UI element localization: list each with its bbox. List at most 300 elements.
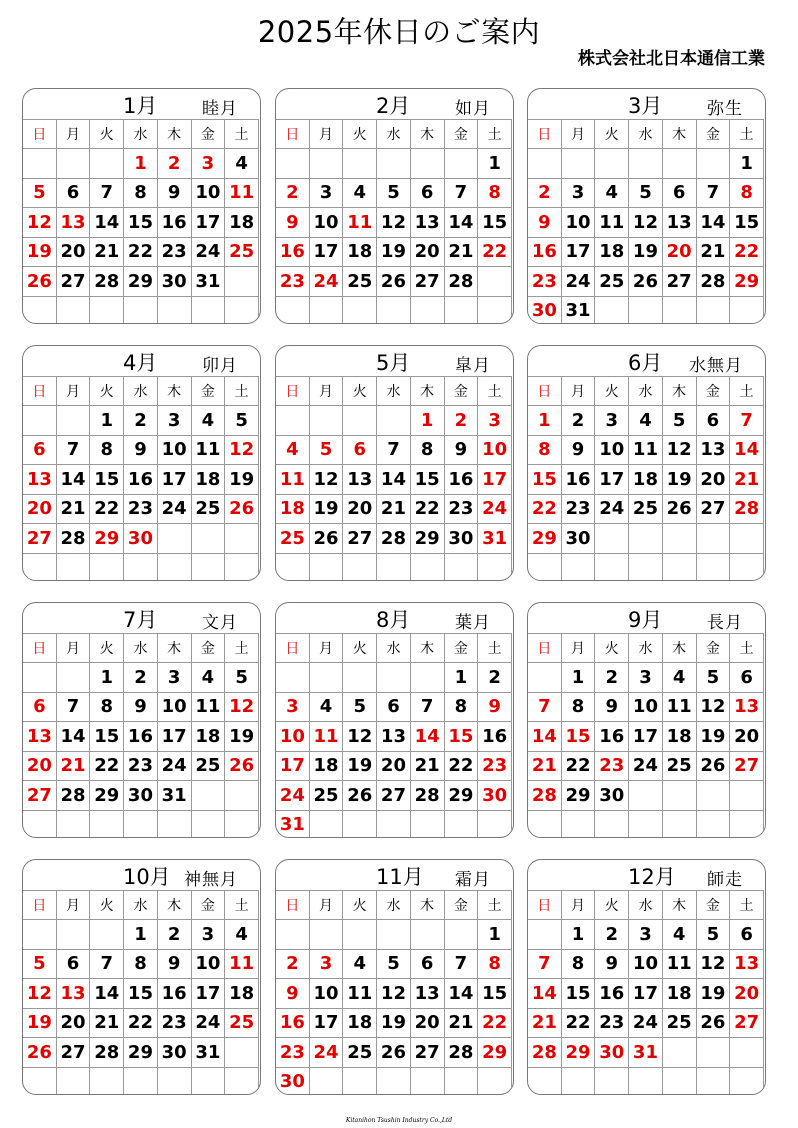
day-cell: 24 xyxy=(309,1038,343,1068)
day-cell: 23 xyxy=(276,1038,310,1068)
day-table xyxy=(22,633,259,838)
week-row xyxy=(23,781,259,811)
weekday-header: 日 xyxy=(528,891,562,920)
day-cell: 30 xyxy=(157,1038,191,1068)
day-cell: 31 xyxy=(157,781,191,811)
empty-cell xyxy=(629,781,663,811)
day-cell: 6 xyxy=(662,178,696,208)
month-header xyxy=(23,346,260,376)
day-table xyxy=(527,119,764,324)
day-cell: 4 xyxy=(191,406,225,436)
day-cell: 1 xyxy=(478,149,512,179)
weekday-header: 木 xyxy=(410,634,444,663)
empty-cell xyxy=(377,406,411,436)
day-cell: 8 xyxy=(478,178,512,208)
day-cell: 31 xyxy=(478,524,512,554)
month-10 xyxy=(22,859,261,1095)
week-row xyxy=(276,692,512,722)
week-row xyxy=(23,1067,259,1095)
empty-cell xyxy=(444,1067,478,1095)
week-row xyxy=(23,1008,259,1038)
day-cell: 12 xyxy=(629,208,663,238)
day-cell: 11 xyxy=(225,949,259,979)
day-cell: 13 xyxy=(56,208,90,238)
weekday-header: 金 xyxy=(696,891,730,920)
empty-cell xyxy=(696,524,730,554)
week-row xyxy=(528,1008,764,1038)
day-cell: 5 xyxy=(343,692,377,722)
day-cell: 16 xyxy=(157,208,191,238)
day-cell: 27 xyxy=(23,524,57,554)
month-header xyxy=(528,89,765,119)
month-old-name: 神無月 xyxy=(184,870,238,890)
day-cell: 15 xyxy=(528,465,562,495)
week-row xyxy=(528,1067,764,1095)
weekday-header: 月 xyxy=(561,120,595,149)
empty-cell xyxy=(478,296,512,324)
day-cell: 11 xyxy=(662,949,696,979)
weekday-header: 月 xyxy=(309,120,343,149)
month-label: 10月 xyxy=(123,865,171,889)
day-table xyxy=(22,890,259,1095)
week-row xyxy=(23,178,259,208)
day-cell: 17 xyxy=(629,722,663,752)
day-cell: 28 xyxy=(730,494,764,524)
week-row xyxy=(276,781,512,811)
month-label: 12月 xyxy=(628,865,676,889)
day-cell: 1 xyxy=(410,406,444,436)
day-cell: 12 xyxy=(225,435,259,465)
day-cell: 25 xyxy=(225,237,259,267)
day-cell: 31 xyxy=(629,1038,663,1068)
empty-cell xyxy=(23,553,57,581)
week-row xyxy=(528,920,764,950)
day-cell: 6 xyxy=(410,178,444,208)
day-cell: 7 xyxy=(528,692,562,722)
day-cell: 6 xyxy=(730,920,764,950)
empty-cell xyxy=(528,1067,562,1095)
empty-cell xyxy=(276,920,310,950)
weekday-header: 土 xyxy=(730,120,764,149)
week-row xyxy=(276,435,512,465)
weekday-header: 土 xyxy=(478,891,512,920)
weekday-header: 日 xyxy=(23,120,57,149)
day-cell: 21 xyxy=(730,465,764,495)
day-table xyxy=(527,376,764,581)
day-cell: 17 xyxy=(191,208,225,238)
week-row xyxy=(276,810,512,838)
day-cell: 30 xyxy=(561,524,595,554)
day-cell: 19 xyxy=(343,751,377,781)
week-row xyxy=(23,663,259,693)
day-cell: 29 xyxy=(124,1038,158,1068)
day-cell: 12 xyxy=(696,692,730,722)
weekday-header: 土 xyxy=(225,120,259,149)
day-cell: 10 xyxy=(309,979,343,1009)
week-row xyxy=(23,149,259,179)
page-title: 2025年休日のご案内 xyxy=(257,15,541,49)
day-cell: 12 xyxy=(377,208,411,238)
day-cell: 20 xyxy=(377,751,411,781)
week-row xyxy=(276,1038,512,1068)
weekday-header: 日 xyxy=(276,120,310,149)
month-9 xyxy=(527,602,766,838)
day-cell: 23 xyxy=(124,751,158,781)
day-cell: 25 xyxy=(309,781,343,811)
weekday-header: 木 xyxy=(410,377,444,406)
day-cell: 11 xyxy=(629,435,663,465)
empty-cell xyxy=(595,296,629,324)
day-cell: 10 xyxy=(629,692,663,722)
day-cell: 29 xyxy=(561,781,595,811)
day-cell: 3 xyxy=(629,920,663,950)
empty-cell xyxy=(444,149,478,179)
day-cell: 11 xyxy=(191,435,225,465)
empty-cell xyxy=(309,920,343,950)
day-cell: 2 xyxy=(528,178,562,208)
day-cell: 3 xyxy=(561,178,595,208)
day-cell: 12 xyxy=(377,979,411,1009)
empty-cell xyxy=(56,920,90,950)
day-cell: 13 xyxy=(410,208,444,238)
day-cell: 17 xyxy=(276,751,310,781)
empty-cell xyxy=(343,149,377,179)
day-cell: 24 xyxy=(595,494,629,524)
day-cell: 5 xyxy=(225,663,259,693)
week-row xyxy=(276,296,512,324)
day-cell: 7 xyxy=(90,949,124,979)
empty-cell xyxy=(225,296,259,324)
day-cell: 2 xyxy=(157,149,191,179)
empty-cell xyxy=(191,810,225,838)
day-cell: 5 xyxy=(225,406,259,436)
day-cell: 17 xyxy=(561,237,595,267)
day-cell: 9 xyxy=(157,178,191,208)
day-cell: 26 xyxy=(225,494,259,524)
day-cell: 9 xyxy=(444,435,478,465)
day-cell: 5 xyxy=(23,178,57,208)
day-cell: 28 xyxy=(696,267,730,297)
weekday-header: 月 xyxy=(561,891,595,920)
day-cell: 12 xyxy=(23,979,57,1009)
day-cell: 9 xyxy=(124,435,158,465)
empty-cell xyxy=(595,1067,629,1095)
day-table xyxy=(527,890,764,1095)
weekday-header: 月 xyxy=(309,634,343,663)
day-cell: 14 xyxy=(90,979,124,1009)
day-cell: 9 xyxy=(157,949,191,979)
day-cell: 23 xyxy=(478,751,512,781)
day-cell: 6 xyxy=(730,663,764,693)
day-cell: 26 xyxy=(225,751,259,781)
day-cell: 21 xyxy=(90,1008,124,1038)
day-cell: 2 xyxy=(444,406,478,436)
weekday-header: 土 xyxy=(225,377,259,406)
day-cell: 16 xyxy=(157,979,191,1009)
month-header xyxy=(528,603,765,633)
empty-cell xyxy=(410,149,444,179)
day-cell: 30 xyxy=(124,781,158,811)
month-8 xyxy=(275,602,514,838)
weekday-header: 土 xyxy=(478,120,512,149)
day-cell: 5 xyxy=(696,920,730,950)
empty-cell xyxy=(343,553,377,581)
day-cell: 7 xyxy=(444,949,478,979)
day-cell: 2 xyxy=(276,178,310,208)
day-cell: 17 xyxy=(157,465,191,495)
day-cell: 29 xyxy=(528,524,562,554)
empty-cell xyxy=(730,524,764,554)
month-old-name: 師走 xyxy=(707,870,743,890)
weekday-header: 金 xyxy=(444,891,478,920)
day-cell: 3 xyxy=(595,406,629,436)
day-cell: 8 xyxy=(478,949,512,979)
day-cell: 9 xyxy=(276,208,310,238)
week-row xyxy=(276,149,512,179)
empty-cell xyxy=(157,553,191,581)
day-cell: 1 xyxy=(561,920,595,950)
empty-cell xyxy=(157,810,191,838)
day-cell: 18 xyxy=(276,494,310,524)
weekday-header: 日 xyxy=(23,634,57,663)
day-cell: 2 xyxy=(595,920,629,950)
day-cell: 25 xyxy=(225,1008,259,1038)
weekday-header: 木 xyxy=(410,120,444,149)
empty-cell xyxy=(662,1067,696,1095)
month-old-name: 皐月 xyxy=(455,356,491,376)
weekday-header: 金 xyxy=(191,377,225,406)
day-cell: 19 xyxy=(629,237,663,267)
day-cell: 14 xyxy=(377,465,411,495)
weekday-header: 火 xyxy=(90,891,124,920)
empty-cell xyxy=(23,296,57,324)
weekday-header: 火 xyxy=(343,891,377,920)
day-cell: 8 xyxy=(528,435,562,465)
month-old-name: 睦月 xyxy=(202,99,238,119)
day-cell: 1 xyxy=(90,406,124,436)
weekday-header: 木 xyxy=(157,120,191,149)
month-header xyxy=(276,603,513,633)
weekday-header: 金 xyxy=(696,634,730,663)
day-cell: 9 xyxy=(478,692,512,722)
day-cell: 11 xyxy=(225,178,259,208)
empty-cell xyxy=(662,524,696,554)
week-row xyxy=(276,663,512,693)
day-cell: 16 xyxy=(444,465,478,495)
empty-cell xyxy=(23,663,57,693)
day-cell: 7 xyxy=(444,178,478,208)
week-row xyxy=(276,920,512,950)
empty-cell xyxy=(276,149,310,179)
day-cell: 5 xyxy=(377,178,411,208)
weekday-header: 土 xyxy=(730,377,764,406)
week-row xyxy=(528,692,764,722)
day-cell: 13 xyxy=(23,722,57,752)
day-cell: 18 xyxy=(343,237,377,267)
empty-cell xyxy=(343,296,377,324)
empty-cell xyxy=(157,524,191,554)
week-row xyxy=(276,465,512,495)
empty-cell xyxy=(629,296,663,324)
month-old-name: 長月 xyxy=(707,613,743,633)
day-cell: 29 xyxy=(90,781,124,811)
empty-cell xyxy=(444,810,478,838)
empty-cell xyxy=(225,1067,259,1095)
day-cell: 14 xyxy=(90,208,124,238)
day-cell: 20 xyxy=(343,494,377,524)
day-cell: 4 xyxy=(662,920,696,950)
week-row xyxy=(276,267,512,297)
month-4 xyxy=(22,345,261,581)
day-cell: 20 xyxy=(662,237,696,267)
day-cell: 20 xyxy=(410,237,444,267)
empty-cell xyxy=(343,1067,377,1095)
day-cell: 28 xyxy=(410,781,444,811)
day-cell: 30 xyxy=(276,1067,310,1095)
week-row xyxy=(276,751,512,781)
day-cell: 2 xyxy=(124,663,158,693)
empty-cell xyxy=(124,1067,158,1095)
day-cell: 15 xyxy=(410,465,444,495)
empty-cell xyxy=(191,553,225,581)
weekday-header: 木 xyxy=(662,377,696,406)
weekday-header: 月 xyxy=(309,377,343,406)
day-cell: 11 xyxy=(343,208,377,238)
weekday-header: 水 xyxy=(377,634,411,663)
empty-cell xyxy=(377,149,411,179)
empty-cell xyxy=(730,781,764,811)
week-row xyxy=(276,553,512,581)
day-cell: 30 xyxy=(595,1038,629,1068)
day-cell: 1 xyxy=(444,663,478,693)
day-cell: 28 xyxy=(444,1038,478,1068)
day-cell: 29 xyxy=(124,267,158,297)
month-label: 6月 xyxy=(628,351,663,375)
day-cell: 16 xyxy=(528,237,562,267)
day-cell: 23 xyxy=(528,267,562,297)
day-cell: 11 xyxy=(276,465,310,495)
empty-cell xyxy=(410,296,444,324)
weekday-header: 火 xyxy=(343,120,377,149)
empty-cell xyxy=(410,663,444,693)
day-cell: 20 xyxy=(410,1008,444,1038)
week-row xyxy=(276,949,512,979)
day-cell: 20 xyxy=(730,979,764,1009)
week-row xyxy=(23,979,259,1009)
day-cell: 29 xyxy=(478,1038,512,1068)
empty-cell xyxy=(478,267,512,297)
day-cell: 3 xyxy=(157,663,191,693)
day-cell: 18 xyxy=(309,751,343,781)
day-cell: 24 xyxy=(191,237,225,267)
empty-cell xyxy=(90,149,124,179)
weekday-header: 木 xyxy=(662,120,696,149)
month-old-name: 霜月 xyxy=(455,870,491,890)
day-cell: 5 xyxy=(23,949,57,979)
empty-cell xyxy=(444,296,478,324)
weekday-header: 日 xyxy=(23,891,57,920)
day-cell: 21 xyxy=(528,1008,562,1038)
weekday-header: 土 xyxy=(478,377,512,406)
month-label: 5月 xyxy=(376,351,411,375)
empty-cell xyxy=(225,1038,259,1068)
empty-cell xyxy=(595,149,629,179)
day-cell: 14 xyxy=(410,722,444,752)
month-label: 4月 xyxy=(123,351,158,375)
day-cell: 26 xyxy=(377,267,411,297)
month-old-name: 如月 xyxy=(455,99,491,119)
empty-cell xyxy=(225,524,259,554)
day-cell: 20 xyxy=(23,751,57,781)
month-5 xyxy=(275,345,514,581)
day-cell: 21 xyxy=(56,751,90,781)
day-cell: 2 xyxy=(595,663,629,693)
day-cell: 3 xyxy=(309,949,343,979)
empty-cell xyxy=(629,1067,663,1095)
day-cell: 7 xyxy=(696,178,730,208)
day-cell: 11 xyxy=(191,692,225,722)
empty-cell xyxy=(410,920,444,950)
day-cell: 9 xyxy=(528,208,562,238)
day-cell: 10 xyxy=(629,949,663,979)
weekday-header: 月 xyxy=(56,377,90,406)
day-cell: 1 xyxy=(124,920,158,950)
week-row xyxy=(23,692,259,722)
day-cell: 14 xyxy=(444,208,478,238)
empty-cell xyxy=(56,1067,90,1095)
empty-cell xyxy=(696,1067,730,1095)
empty-cell xyxy=(444,553,478,581)
day-cell: 7 xyxy=(730,406,764,436)
day-cell: 30 xyxy=(595,781,629,811)
empty-cell xyxy=(662,149,696,179)
day-cell: 27 xyxy=(56,1038,90,1068)
day-cell: 7 xyxy=(528,949,562,979)
day-cell: 24 xyxy=(309,267,343,297)
day-cell: 20 xyxy=(56,1008,90,1038)
month-header xyxy=(23,860,260,890)
weekday-header: 月 xyxy=(56,634,90,663)
day-cell: 26 xyxy=(377,1038,411,1068)
day-cell: 19 xyxy=(225,722,259,752)
day-cell: 16 xyxy=(595,979,629,1009)
week-row xyxy=(528,267,764,297)
day-cell: 2 xyxy=(157,920,191,950)
month-old-name: 卯月 xyxy=(202,356,238,376)
weekday-header: 木 xyxy=(410,891,444,920)
empty-cell xyxy=(23,149,57,179)
day-cell: 9 xyxy=(124,692,158,722)
day-cell: 16 xyxy=(595,722,629,752)
weekday-header: 金 xyxy=(444,377,478,406)
month-label: 9月 xyxy=(628,608,663,632)
weekday-header: 日 xyxy=(23,377,57,406)
day-cell: 14 xyxy=(56,465,90,495)
day-cell: 24 xyxy=(478,494,512,524)
empty-cell xyxy=(56,810,90,838)
day-cell: 25 xyxy=(595,267,629,297)
day-cell: 5 xyxy=(309,435,343,465)
day-cell: 4 xyxy=(343,178,377,208)
week-row xyxy=(23,435,259,465)
empty-cell xyxy=(528,810,562,838)
day-cell: 22 xyxy=(478,1008,512,1038)
day-cell: 18 xyxy=(595,237,629,267)
day-cell: 26 xyxy=(696,751,730,781)
day-cell: 17 xyxy=(309,237,343,267)
empty-cell xyxy=(662,810,696,838)
month-header xyxy=(528,860,765,890)
